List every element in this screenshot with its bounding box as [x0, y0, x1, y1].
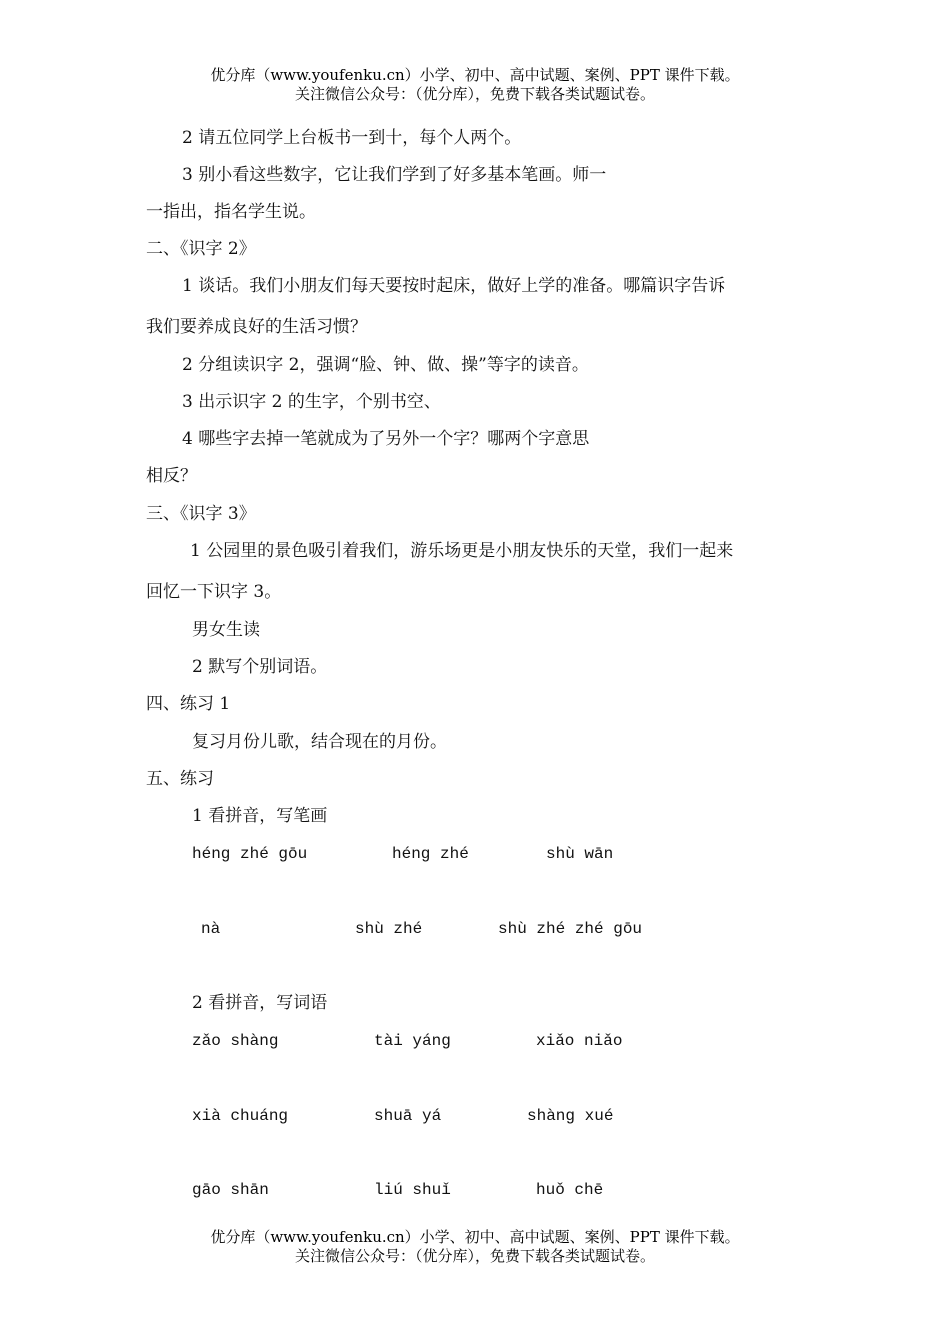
paragraph: 3 别小看这些数字，它让我们学到了好多基本笔画。师一 — [182, 165, 607, 185]
pinyin-item: tài yáng — [374, 1032, 451, 1050]
pinyin-item: nà — [201, 920, 221, 938]
paragraph: 2 默写个别词语。 — [192, 657, 328, 677]
pinyin-item: shàng xué — [527, 1107, 614, 1125]
pinyin-item: xià chuáng — [192, 1107, 289, 1125]
pinyin-item: shuā yá — [374, 1107, 442, 1125]
pinyin-item: shù zhé zhé gōu — [498, 920, 643, 938]
section-heading: 四、练习 1 — [146, 694, 231, 714]
footer-line-2: 关注微信公众号：（优分库），免费下载各类试题试卷。 — [294, 1247, 655, 1265]
section-heading: 五、练习 — [146, 769, 214, 789]
pinyin-item: gāo shān — [192, 1181, 269, 1199]
paragraph: 一指出，指名学生说。 — [146, 202, 316, 222]
pinyin-item: xiǎo niǎo — [536, 1032, 623, 1050]
pinyin-item: huǒ chē — [536, 1181, 604, 1199]
paragraph: 4 哪些字去掉一笔就成为了另外一个字？哪两个字意思 — [182, 429, 590, 449]
paragraph: 1 谈话。我们小朋友们每天要按时起床，做好上学的准备。哪篇识字告诉 — [182, 276, 726, 296]
pinyin-item: héng zhé gōu — [192, 845, 308, 863]
pinyin-item: zǎo shàng — [192, 1032, 279, 1050]
section-heading: 二、《识字 2》 — [146, 239, 256, 259]
footer-line-1: 优分库（www.youfenku.cn）小学、初中、高中试题、案例、PPT 课件下载。 — [210, 1228, 740, 1246]
paragraph: 2 分组读识字 2，强调“脸、钟、做、操”等字的读音。 — [182, 355, 589, 375]
paragraph: 男女生读 — [192, 620, 260, 640]
pinyin-item: héng zhé — [392, 845, 469, 863]
paragraph: 我们要养成良好的生活习惯？ — [146, 317, 367, 337]
paragraph: 复习月份儿歌，结合现在的月份。 — [192, 732, 447, 752]
header-line-1: 优分库（www.youfenku.cn）小学、初中、高中试题、案例、PPT 课件下载。 — [210, 66, 740, 84]
pinyin-item: shù zhé — [355, 920, 423, 938]
pinyin-item: shù wān — [546, 845, 614, 863]
paragraph: 相反？ — [146, 466, 197, 486]
paragraph: 1 公园里的景色吸引着我们，游乐场更是小朋友快乐的天堂，我们一起来 — [190, 541, 734, 561]
paragraph: 回忆一下识字 3。 — [146, 582, 282, 602]
question-heading: 2 看拼音，写词语 — [192, 993, 328, 1013]
section-heading: 三、《识字 3》 — [146, 504, 256, 524]
pinyin-item: liú shuǐ — [374, 1181, 451, 1199]
header-line-2: 关注微信公众号：（优分库），免费下载各类试题试卷。 — [294, 85, 655, 103]
page-header — [0, 66, 950, 104]
paragraph: 2 请五位同学上台板书一到十，每个人两个。 — [182, 128, 522, 148]
page-footer — [0, 1228, 950, 1266]
paragraph: 3 出示识字 2 的生字，个别书空、 — [182, 392, 441, 412]
question-heading: 1 看拼音，写笔画 — [192, 806, 328, 826]
